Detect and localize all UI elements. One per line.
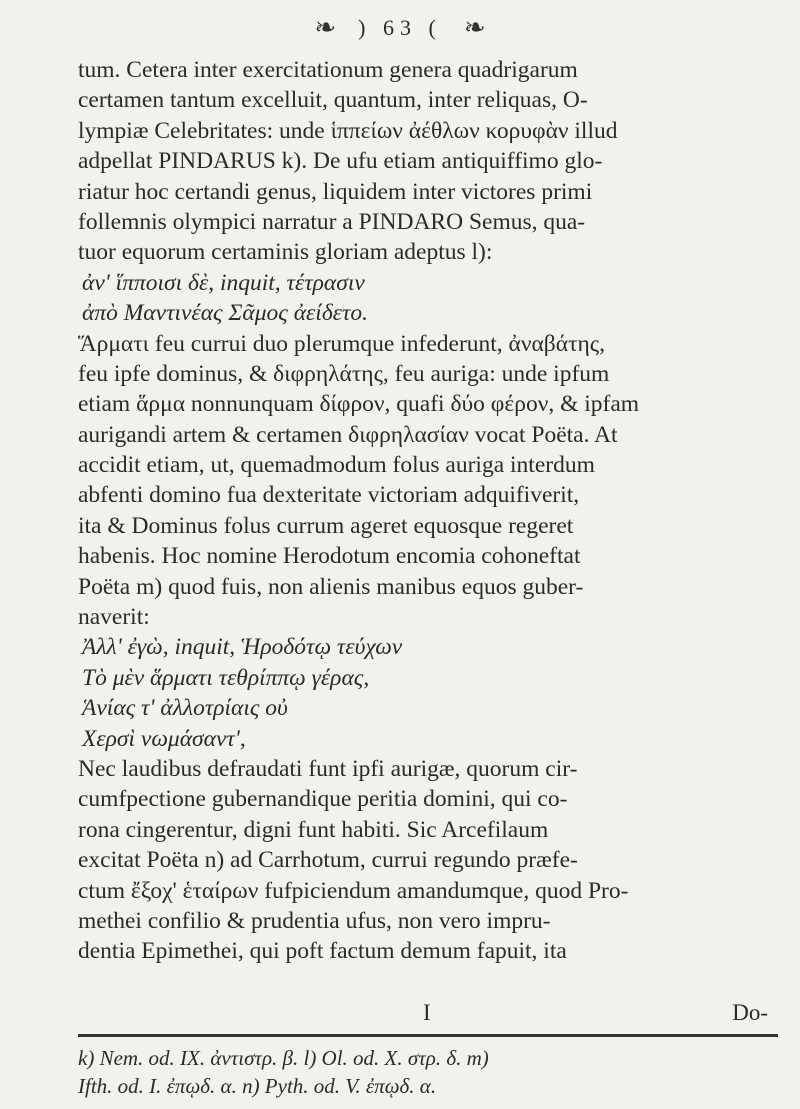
text-line: accidit etiam, ut, quemadmodum folus auriga interdum xyxy=(78,452,595,479)
text-line: habenis. Hoc nomine Herodotum encomia cohoneftat xyxy=(78,543,581,570)
footnote-line: Ifth. od. I. ἐπῳδ. α. n) Pyth. od. V. ἐπῳδ. α. xyxy=(78,1074,437,1098)
text-line: Nec laudibus defraudati funt ipfi aurigæ, quorum cir- xyxy=(78,755,578,782)
verse-line: Χερσὶ νωμάσαντ', xyxy=(82,725,246,752)
ornament-right-icon: ❧ xyxy=(463,13,486,43)
text-line: aurigandi artem & certamen διφρηλασίαν vocat Poëta. At xyxy=(78,421,618,448)
text-line: lympiæ Celebritates: unde ἱππείων ἀέθλων κορυφὰν illud xyxy=(78,117,618,144)
body-text xyxy=(78,55,790,967)
text-line: excitat Poëta n) ad Carrhotum, currui regundo præfe- xyxy=(78,847,578,874)
text-line: tuor equorum certaminis gloriam adeptus l): xyxy=(78,239,493,266)
page-number: ) 63 ( xyxy=(358,15,442,40)
text-line: feu ipfe dominus, & διφρηλάτης, feu auriga: unde ipfum xyxy=(78,360,610,387)
text-line: methei confilio & prudentia ufus, non vero impru- xyxy=(78,907,551,934)
text-line: Poëta m) quod fuis, non alienis manibus equos guber- xyxy=(78,573,584,600)
signature-mark: I xyxy=(423,1000,431,1025)
verse-line: Τὸ μὲν ἅρματι τεθρίππῳ γέρας, xyxy=(82,664,370,691)
verse-line: ἀπὸ Μαντινέας Σᾶμος ἀείδετο. xyxy=(82,300,369,327)
catchword: Do- xyxy=(732,1000,768,1025)
text-line: ctum ἔξοχ' ἑταίρων fufpiciendum amandumque, quod Pro- xyxy=(78,877,629,904)
text-line: rona cingerentur, digni funt habiti. Sic Arcefilaum xyxy=(78,816,549,843)
text-line: dentia Epimethei, qui poft factum demum fapuit, ita xyxy=(78,938,567,965)
verse-line: Ἁνίας τ' ἀλλοτρίαις οὐ xyxy=(82,695,288,722)
verse-line: Ἀλλ' ἐγὼ, inquit, Ἡροδότῳ τεύχων xyxy=(82,634,403,661)
text-line: naverit: xyxy=(78,604,150,631)
text-line: riatur hoc certandi genus, liquidem inter victores primi xyxy=(78,178,593,205)
text-line: tum. Cetera inter exercitationum genera quadrigarum xyxy=(78,57,578,83)
text-line: adpellat PINDARUS k). De ufu etiam antiquiffimo glo- xyxy=(78,148,603,175)
text-line: Ἅρματι feu currui duo plerumque infederunt, ἀναβάτης, xyxy=(78,330,605,357)
footnote-divider xyxy=(78,1034,778,1037)
text-line: certamen tantum excelluit, quantum, inter reliquas, O- xyxy=(78,87,588,114)
text-line: ita & Dominus folus currum ageret equosque regeret xyxy=(78,512,574,539)
text-line: etiam ἅρμα nonnunquam δίφρον, quafi δύο φέρον, & ipfam xyxy=(78,391,640,418)
footnotes xyxy=(78,1044,790,1100)
ornament-left-icon: ❧ xyxy=(314,13,337,43)
text-line: cumfpectione gubernandique peritia domini, qui co- xyxy=(78,786,568,813)
footnote-line: k) Nem. od. IX. ἀντιστρ. β. l) Ol. od. X. στρ. δ. m) xyxy=(78,1046,489,1070)
verse-line: ἀν' ἵπποισι δὲ, inquit, τέτρασιν xyxy=(82,269,365,296)
text-line: follemnis olympici narratur a PINDARO Semus, qua- xyxy=(78,208,586,235)
page-header xyxy=(0,8,800,48)
text-line: abfenti domino fua dexteritate victoriam adquifiverit, xyxy=(78,482,580,509)
